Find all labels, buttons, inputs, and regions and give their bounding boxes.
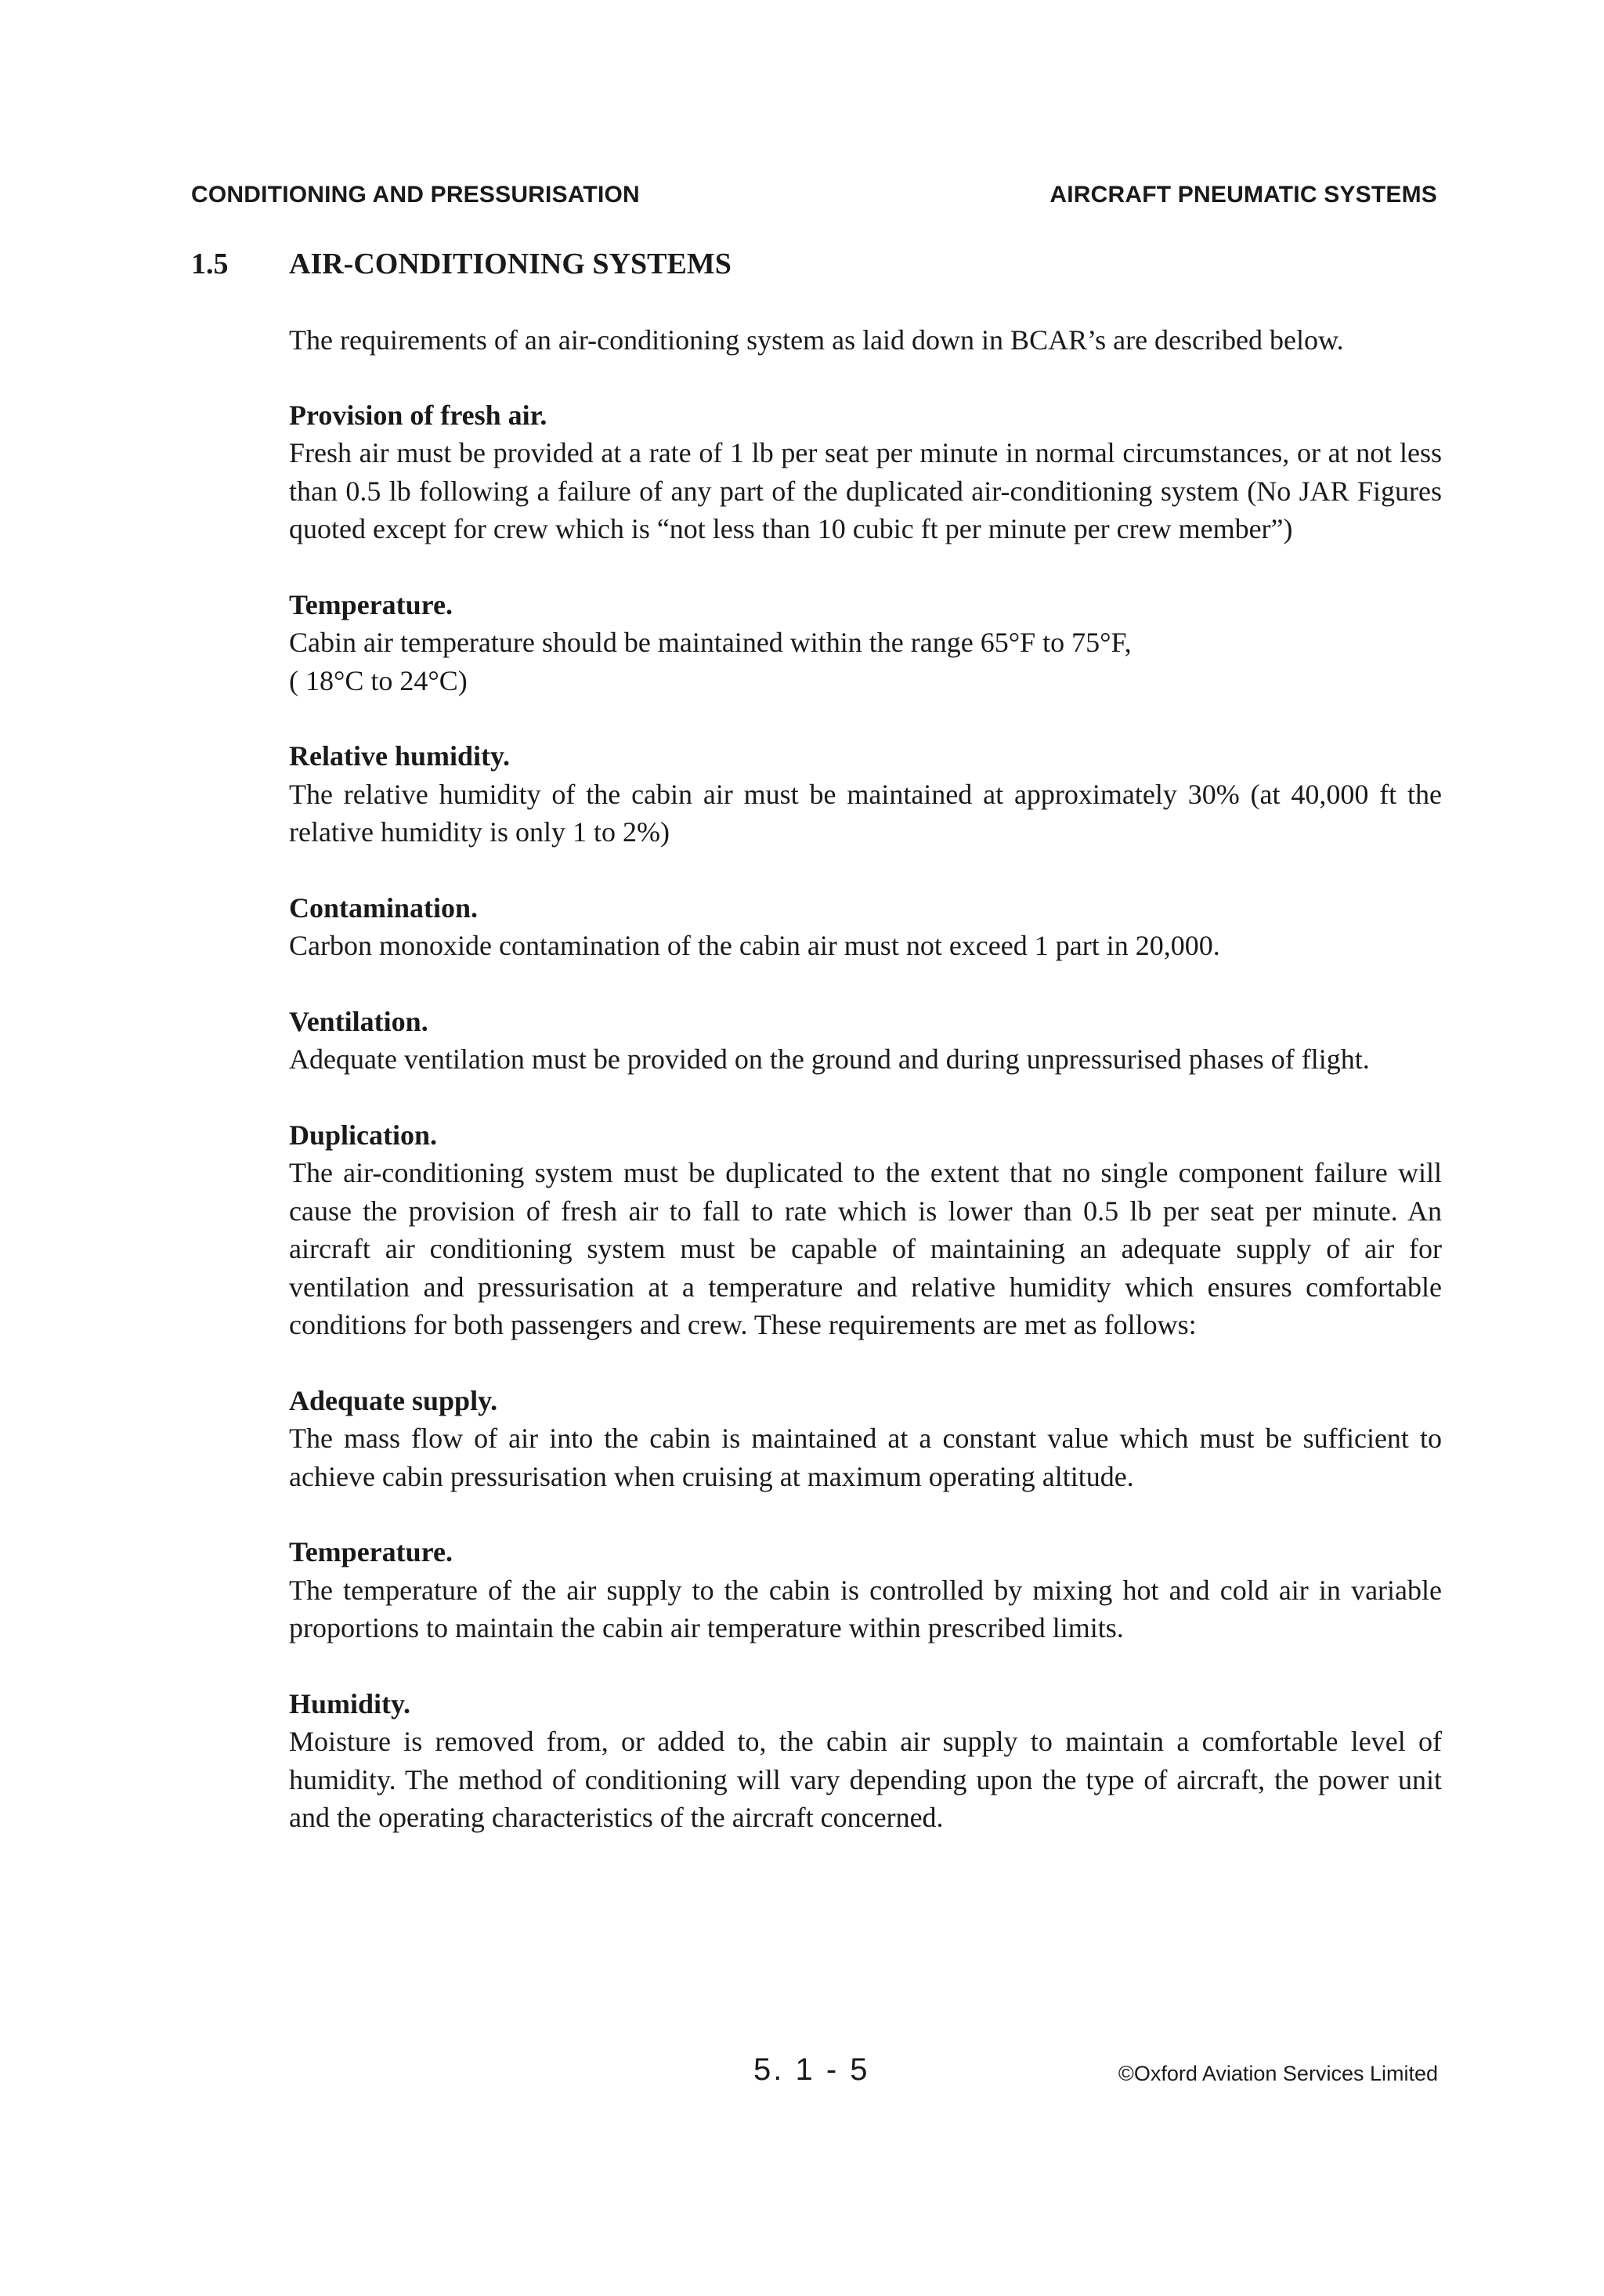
means-temperature xyxy=(289,1533,1442,1647)
running-header xyxy=(191,182,1437,213)
means-humidity xyxy=(289,1685,1442,1837)
copyright-notice: ©Oxford Aviation Services Limited xyxy=(1118,2062,1438,2085)
requirement-text: The air-conditioning system must be duplicated to the extent that no single component failure will cause the provision of fresh air to fall to rate which is lower than 0.5 lb per seat per minute. An aircraft air conditioning system must be capable of maintaining an adequate supply of air for ventilation and pressurisation at a temperature and relative humidity which ensures comfortable conditions for both passengers and crew. These requirements are met as follows: xyxy=(289,1157,1442,1340)
requirement-text-celsius: ( 18°C to 24°C) xyxy=(289,664,468,696)
requirement-text: The relative humidity of the cabin air must be maintained at approximately 30% (at 40,000 ft the relative humidity is only 1 to 2%) xyxy=(289,778,1442,848)
means-text: The mass flow of air into the cabin is maintained at a constant value which must be sufficient to achieve cabin pressurisation when cruising at maximum operating altitude. xyxy=(289,1423,1442,1492)
requirement-heading: Provision of fresh air. xyxy=(289,399,547,431)
requirement-text: Cabin air temperature should be maintained within the range 65°F to 75°F, xyxy=(289,627,1132,658)
requirement-heading: Duplication. xyxy=(289,1119,438,1151)
requirement-relative-humidity xyxy=(289,737,1442,852)
requirement-heading: Temperature. xyxy=(289,588,453,620)
header-chapter-title: CONDITIONING AND PRESSURISATION xyxy=(191,182,640,208)
requirement-heading: Ventilation. xyxy=(289,1005,428,1037)
means-heading: Adequate supply. xyxy=(289,1384,498,1416)
requirement-heading: Relative humidity. xyxy=(289,740,511,772)
requirement-temperature xyxy=(289,586,1442,700)
requirement-text: Carbon monoxide contamination of the cabin air must not exceed 1 part in 20,000. xyxy=(289,930,1220,961)
requirement-contamination xyxy=(289,889,1442,965)
requirement-heading: Contamination. xyxy=(289,891,479,924)
means-adequate-supply xyxy=(289,1382,1442,1496)
means-text: Moisture is removed from, or added to, the cabin air supply to maintain a comfortable level of humidity. The method of conditioning will vary depending upon the type of aircraft, the power unit and the operating characteristics of the aircraft concerned. xyxy=(289,1726,1442,1833)
intro-paragraph: The requirements of an air-conditioning system as laid down in BCAR’s are described below. xyxy=(289,324,1344,356)
means-heading: Humidity. xyxy=(289,1687,411,1719)
section-title: AIR-CONDITIONING SYSTEMS xyxy=(289,248,732,280)
page-number: 5. 1 - 5 xyxy=(753,2052,870,2087)
means-heading: Temperature. xyxy=(289,1536,453,1567)
document-body xyxy=(289,321,1442,1875)
requirement-duplication xyxy=(289,1116,1442,1344)
header-book-title: AIRCRAFT PNEUMATIC SYSTEMS xyxy=(1049,182,1437,208)
requirement-text: Adequate ventilation must be provided on the ground and during unpressurised phases of flight. xyxy=(289,1043,1370,1075)
requirement-fresh-air xyxy=(289,396,1442,548)
section-number: 1.5 xyxy=(191,248,229,280)
means-text: The temperature of the air supply to the cabin is controlled by mixing hot and cold air in variable proportions to maintain the cabin air temperature within prescribed limits. xyxy=(289,1574,1442,1643)
requirement-text: Fresh air must be provided at a rate of 1 lb per seat per minute in normal circumstances, or at not less than 0.5 lb following a failure of any part of the duplicated air-conditioning system (No JAR Figures quoted except for crew which is “not less than 10 cubic ft per minute per crew member”) xyxy=(289,437,1442,544)
requirement-ventilation xyxy=(289,1003,1442,1079)
